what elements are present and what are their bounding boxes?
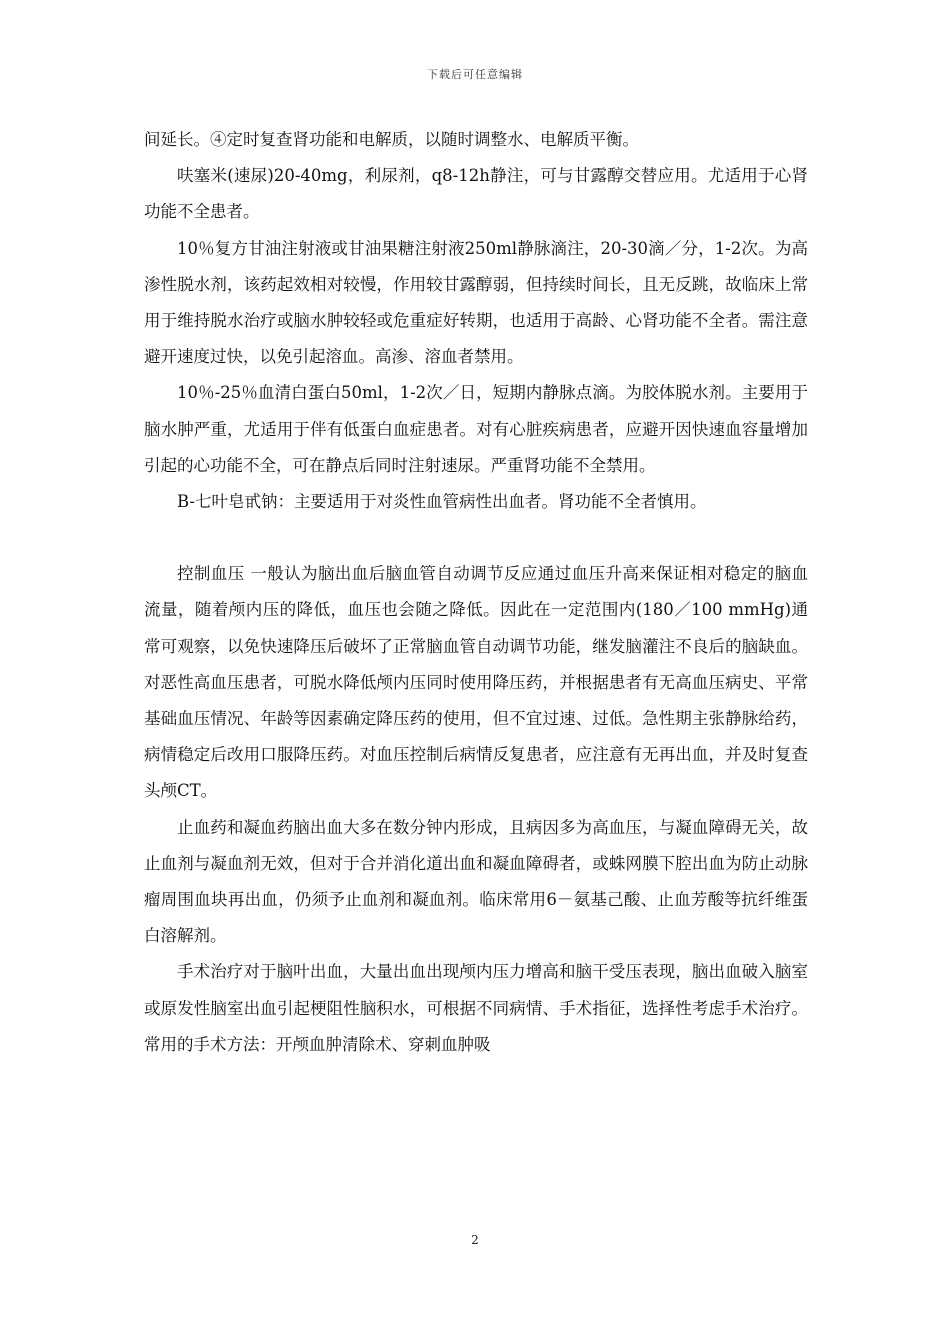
paragraph-hemostatic: 止血药和凝血药脑出血大多在数分钟内形成，且病因多为高血压，与凝血障碍无关，故止血剂与凝血剂无效，但对于合并消化道出血和凝血障碍者，或蛛网膜下腔出血为防止动脉瘤周围血块再出血，仍须予止血剂和凝血剂。临床常用6－氨基己酸、止血芳酸等抗纤维蛋白溶解剂。 bbox=[144, 817, 808, 946]
paragraph-aescinate: B-七叶皂甙钠：主要适用于对炎性血管病性出血者。肾功能不全者慎用。 bbox=[177, 492, 707, 512]
paragraph-furosemide: 呋塞米(速尿)20-40mg，利尿剂，q8-12h静注，可与甘露醇交替应用。尤适用于心肾功能不全患者。 bbox=[144, 166, 808, 222]
document-body bbox=[144, 122, 808, 1063]
paragraph-blood-pressure: 控制血压 一般认为脑出血后脑血管自动调节反应通过血压升高来保证相对稳定的脑血流量，随着颅内压的降低，血压也会随之降低。因此在一定范围内(180／100 mmHg)通常可观察，以免快速降压后破坏了正常脑血管自动调节功能，继发脑灌注不良后的脑缺血。对恶性高血压患者，可脱水降低颅内压同时使用降压药，并根据患者有无高血压病史、平常基础血压情况、年龄等因素确定降压药的使用，但不宜过速、过低。急性期主张静脉给药，病情稳定后改用口服降压药。对血压控制后病情反复患者，应注意有无再出血，并及时复查头颅CT。 bbox=[144, 564, 808, 801]
paragraph-surgery: 手术治疗对于脑叶出血，大量出血出现颅内压力增高和脑干受压表现，脑出血破入脑室或原发性脑室出血引起梗阻性脑积水，可根据不同病情、手术指征，选择性考虑手术治疗。常用的手术方法：开颅血肿清除术、穿刺血肿吸 bbox=[144, 962, 808, 1054]
page-number: 2 bbox=[471, 1233, 479, 1247]
page-header: 下载后可任意编辑 bbox=[427, 68, 523, 81]
paragraph-albumin: 10％-25％血清白蛋白50ml，1-2次／日，短期内静脉点滴。为胶体脱水剂。主要用于脑水肿严重，尤适用于伴有低蛋白血症患者。对有心脏疾病患者，应避开因快速血容量增加引起的心功能不全，可在静点后同时注射速尿。严重肾功能不全禁用。 bbox=[144, 383, 808, 475]
paragraph-glycerol: 10％复方甘油注射液或甘油果糖注射液250ml静脉滴注，20-30滴／分，1-2次。为高渗性脱水剂，该药起效相对较慢，作用较甘露醇弱，但持续时间长，且无反跳，故临床上常用于维持脱水治疗或脑水肿较轻或危重症好转期，也适用于高龄、心肾功能不全者。需注意避开速度过快，以免引起溶血。高渗、溶血者禁用。 bbox=[144, 238, 808, 367]
paragraph-continuation: 间延长。④定时复查肾功能和电解质，以随时调整水、电解质平衡。 bbox=[144, 130, 639, 149]
